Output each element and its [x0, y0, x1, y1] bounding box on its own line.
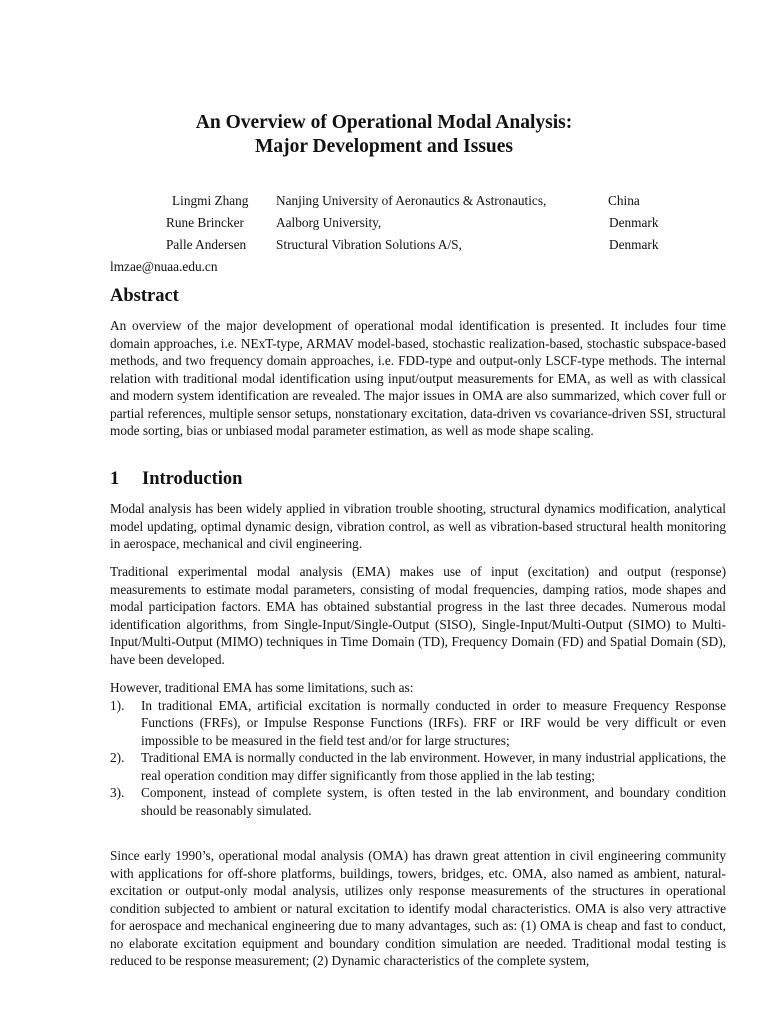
title-line-1: An Overview of Operational Modal Analysis:	[195, 112, 573, 133]
list-item-number: 3).	[110, 785, 125, 800]
author-country: Denmark	[609, 215, 659, 230]
author-affiliation: Nanjing University of Aeronautics & Astronautics,	[276, 193, 547, 208]
section-number: 1	[110, 469, 120, 489]
abstract-text: An overview of the major development of operational modal identification is presented. It includes four time domain approaches, i.e. NExT-type, ARMAV model-based, stochastic realization-based, stochastic subspace-based methods, and two frequency domain approaches, i.e. FDD-type and output-only LSCF-type methods. The internal relation with traditional modal identification using input/output measurements for EMA, as well as with classical and modern system identification are revealed. The major issues in OMA are also summarized, which cover full or partial references, multiple sensor setups, nonstationary excitation, data-driven vs covariance-driven SSI, structural mode sorting, bias or unbiased modal parameter estimation, as well as mode shape scaling.	[110, 318, 726, 438]
section-title: Introduction	[142, 469, 243, 489]
list-item	[110, 784, 726, 819]
list-item-text: Component, instead of complete system, is often tested in the lab environment, and boundary condition should be reasonably simulated.	[141, 785, 726, 818]
author-list	[166, 190, 706, 256]
contact-email: lmzae@nuaa.edu.cn	[110, 259, 218, 274]
abstract-heading: Abstract	[110, 286, 179, 306]
author-name: Rune Brincker	[166, 215, 244, 230]
limitations-list	[110, 679, 726, 819]
list-item-number: 2).	[110, 750, 125, 765]
list-intro: However, traditional EMA has some limitations, such as:	[110, 680, 414, 695]
list-item-text: Traditional EMA is normally conducted in the lab environment. However, in many industrial applications, the real operation condition may differ significantly from those applied in the lab testing;	[141, 750, 726, 783]
author-affiliation: Aalborg University,	[276, 215, 382, 230]
author-row	[166, 190, 706, 212]
intro-paragraph-3: Since early 1990’s, operational modal analysis (OMA) has drawn great attention in civil engineering community with applications for off-shore platforms, buildings, towers, bridges, etc. OMA, also named as ambient, natural-excitation or output-only modal analysis, utilizes only response measurements of the structures in operational condition subjected to ambient or natural excitation to identify modal characteristics. OMA is also very attractive for aerospace and mechanical engineering due to many advantages, such as: (1) OMA is cheap and fast to conduct, no elaborate excitation equipment and boundary condition simulation are needed. Traditional modal testing is reduced to be response measurement; (2) Dynamic characteristics of the complete system,	[110, 848, 726, 968]
author-affiliation: Structural Vibration Solutions A/S,	[276, 237, 462, 252]
list-item	[110, 697, 726, 750]
intro-paragraph-1: Modal analysis has been widely applied in vibration trouble shooting, structural dynamics modification, analytical model updating, optimal dynamic design, vibration control, as well as vibration-based structural health monitoring in aerospace, mechanical and civil engineering.	[110, 501, 726, 551]
author-row	[166, 234, 706, 256]
section-heading-introduction	[110, 468, 242, 490]
list-item-text: In traditional EMA, artificial excitation is normally conducted in order to measure Frequency Response Functions (FRFs), or Impulse Response Functions (IRFs). FRF or IRF would be very difficult or even impossible to be measured in the field test and/or for large structures;	[141, 697, 726, 748]
author-name: Lingmi Zhang	[172, 193, 249, 208]
list-item	[110, 749, 726, 784]
list-item-number: 1).	[110, 697, 125, 713]
author-row	[166, 212, 706, 234]
paper-title	[0, 111, 768, 159]
title-line-2: Major Development and Issues	[254, 136, 513, 157]
author-country: Denmark	[609, 237, 659, 252]
author-name: Palle Andersen	[166, 237, 247, 252]
author-country: China	[608, 193, 640, 208]
intro-paragraph-2: Traditional experimental modal analysis (EMA) makes use of input (excitation) and output (response) measurements to estimate modal parameters, consisting of modal frequencies, damping ratios, mode shapes and modal participation factors. EMA has obtained substantial progress in the last three decades. Numerous modal identification algorithms, from Single-Input/Single-Output (SISO), Single-Input/Multi-Output (SIMO) to Multi-Input/Multi-Output (MIMO) techniques in Time Domain (TD), Frequency Domain (FD) and Spatial Domain (SD), have been developed.	[110, 564, 726, 667]
